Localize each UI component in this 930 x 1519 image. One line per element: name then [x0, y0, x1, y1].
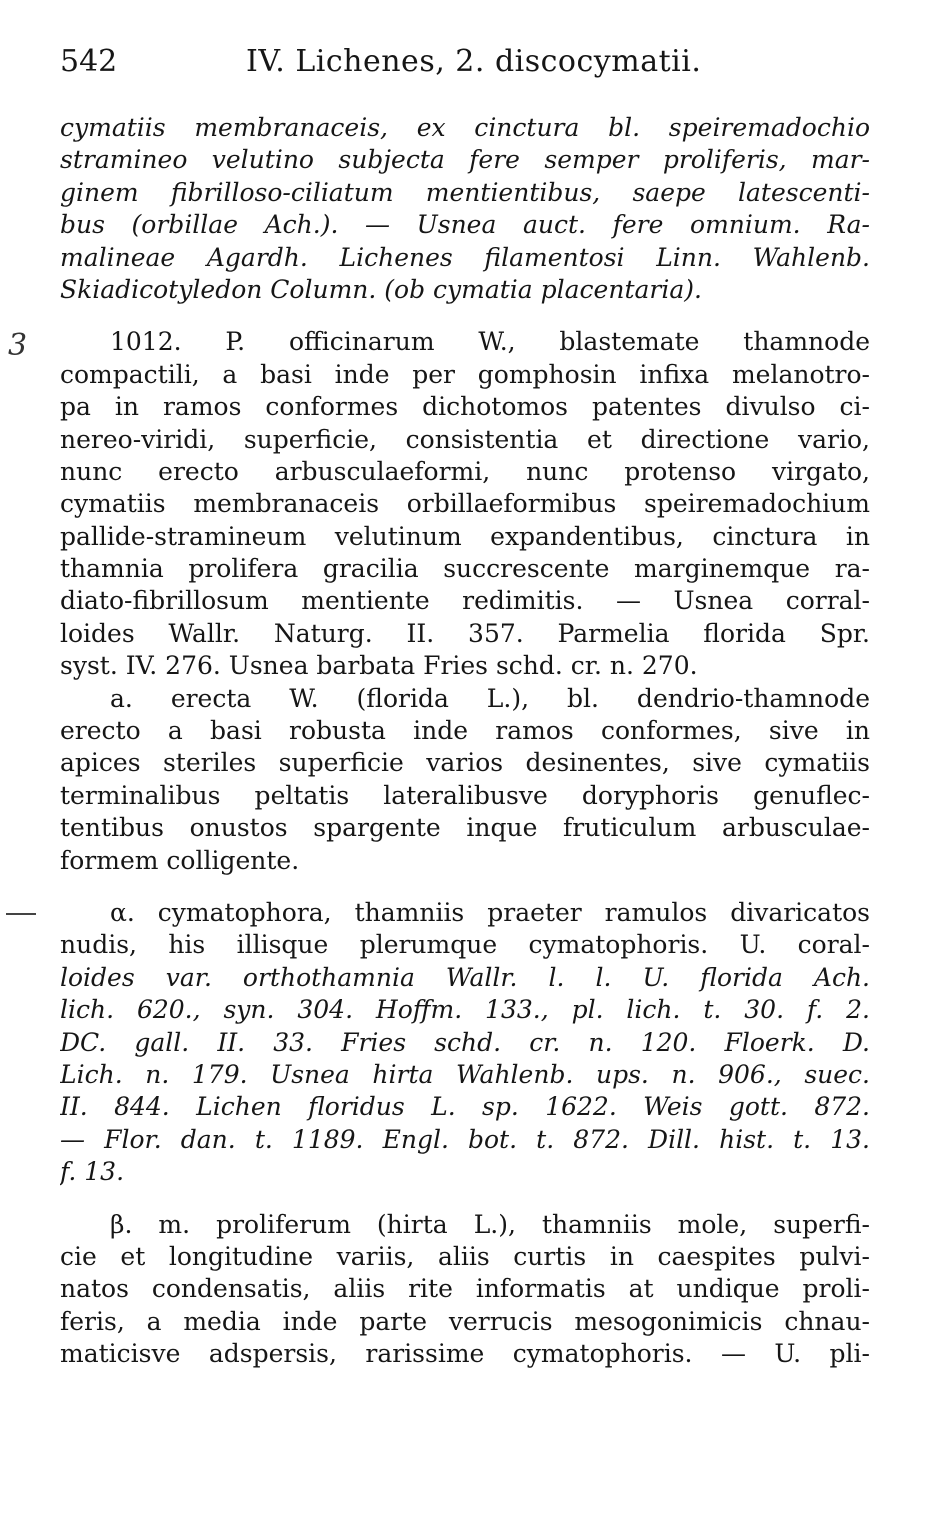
text-line: cymatiis membranaceis, ex cinctura bl. speiremadochio — [60, 113, 870, 142]
text-line: malineae Agardh. Lichenes filamentosi Linn. Wahlenb. — [60, 242, 870, 272]
text-line: nunc erecto arbusculaeformi, nunc protenso virgato, — [60, 456, 870, 486]
text-line: β. m. proliferum (hirta L.), thamniis mole, superfi- — [110, 1209, 870, 1239]
text-line: a. erecta W. (florida L.), bl. dendrio-thamnode — [110, 683, 870, 713]
text-line: apices steriles superficie varios desinentes, sive cymatiis — [60, 748, 870, 778]
text-line: maticisve adspersis, rarissime cymatophoris. — U. pli- — [60, 1339, 870, 1369]
paragraph-form-cymatophora — [60, 897, 870, 1189]
paragraph-gap — [60, 877, 870, 897]
text-line: — Flor. dan. t. 1189. Engl. bot. t. 872. Dill. hist. t. 13. — [60, 1124, 870, 1154]
text-line: Lich. n. 179. Usnea hirta Wahlenb. ups. n. 906., suec. — [60, 1059, 870, 1089]
text-line: DC. gall. II. 33. Fries schd. cr. n. 120. Floerk. D. — [60, 1027, 870, 1057]
text-line: ginem fibrilloso-ciliatum mentientibus, saepe latescenti- — [60, 177, 870, 207]
page-number: 542 — [60, 44, 118, 79]
text-line: erecto a basi robusta inde ramos conformes, sive in — [60, 716, 870, 746]
running-title: IV. Lichenes, 2. discocymatii. — [246, 44, 702, 79]
text-line: pa in ramos conformes dichotomos patentes divulso ci- — [60, 392, 870, 422]
page-body — [60, 112, 870, 1370]
text-line: f. 13. — [60, 1157, 125, 1187]
text-line: Skiadicotyledon Column. (ob cymatia placentaria). — [60, 274, 702, 304]
paragraph-gap — [60, 1189, 870, 1209]
paragraph-gap — [60, 306, 870, 326]
text-line: loides var. orthothamnia Wallr. l. l. U. florida Ach. — [60, 962, 870, 992]
text-line: syst. IV. 276. Usnea barbata Fries schd. cr. n. 270. — [60, 651, 698, 681]
text-line: compactili, a basi inde per gomphosin infixa melanotro- — [60, 359, 870, 389]
text-line: tentibus onustos spargente inque fruticulum arbusculae- — [60, 813, 870, 843]
text-line: cie et longitudine variis, aliis curtis in caespites pulvi- — [60, 1241, 870, 1271]
text-line: diato-fibrillosum mentiente redimitis. — Usnea corral- — [60, 586, 870, 616]
running-header — [60, 44, 880, 84]
text-line: 1012. P. officinarum W., blastemate thamnode — [110, 327, 870, 357]
text-line: lich. 620., syn. 304. Hoffm. 133., pl. lich. t. 30. f. 2. — [60, 995, 870, 1025]
text-line: pallide-stramineum velutinum expandentibus, cinctura in — [60, 521, 870, 551]
text-line: cymatiis membranaceis orbillaeformibus speiremadochium — [60, 489, 870, 519]
text-line: stramineo velutino subjecta fere semper proliferis, mar- — [60, 145, 870, 175]
text-line: nereo-viridi, superficie, consistentia et directione vario, — [60, 424, 870, 454]
text-line: natos condensatis, aliis rite informatis at undique proli- — [60, 1274, 870, 1304]
text-line: formem colligente. — [60, 845, 300, 875]
margin-annotation: 3 — [8, 328, 28, 363]
margin-dash — [6, 913, 36, 915]
paragraph-variety-erecta — [60, 683, 870, 877]
text-line: II. 844. Lichen floridus L. sp. 1622. Weis gott. 872. — [60, 1092, 870, 1122]
text-line: bus (orbillae Ach.). — Usnea auct. fere omnium. Ra- — [60, 210, 870, 240]
paragraph-form-proliferum — [60, 1209, 870, 1371]
text-line: terminalibus peltatis lateralibusve doryphoris genuflec- — [60, 780, 870, 810]
paragraph-intro — [60, 112, 870, 306]
text-line: nudis, his illisque plerumque cymatophoris. U. coral- — [60, 930, 870, 960]
paragraph-species-1012 — [60, 326, 870, 682]
text-line: feris, a media inde parte verrucis mesogonimicis chnau- — [60, 1306, 870, 1336]
text-line: thamnia prolifera gracilia succrescente marginemque ra- — [60, 554, 870, 584]
text-line: α. cymatophora, thamniis praeter ramulos divaricatos — [110, 897, 870, 927]
text-line: loides Wallr. Naturg. II. 357. Parmelia florida Spr. — [60, 618, 870, 648]
